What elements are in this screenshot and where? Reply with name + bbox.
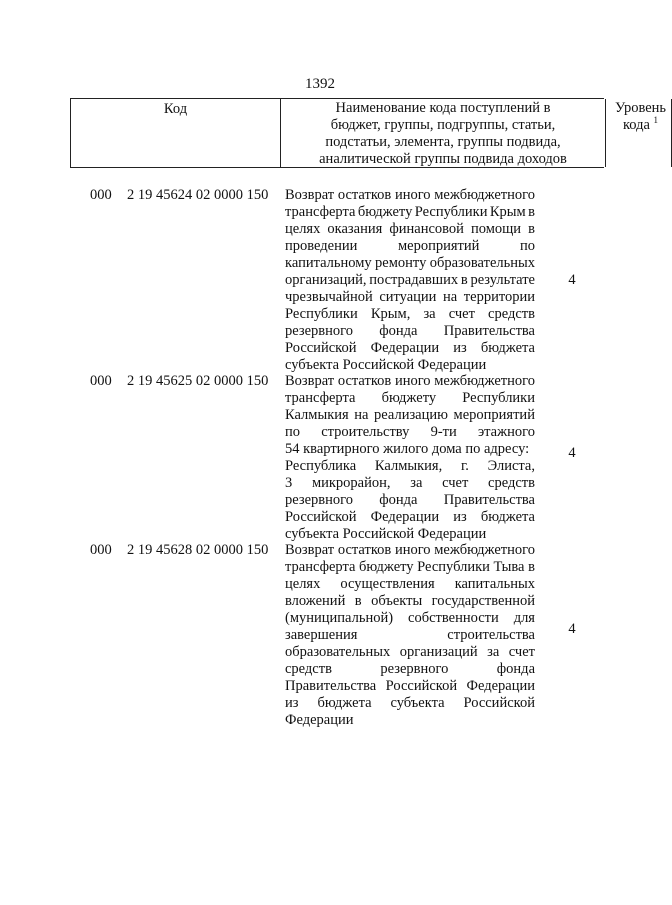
row-name-line: субъекта Российской Федерации bbox=[285, 357, 487, 373]
header-code-label: Код bbox=[163, 101, 188, 117]
row-name-line: резервного фонда Правительства bbox=[285, 323, 535, 339]
row-code: 2 19 45628 02 0000 150 bbox=[127, 542, 269, 558]
row-level: 4 bbox=[568, 621, 576, 637]
row-name-line: проведении мероприятий по bbox=[285, 238, 535, 254]
row-level: 4 bbox=[568, 272, 576, 288]
row-name bbox=[285, 373, 535, 543]
header-level-word: кода bbox=[622, 117, 650, 133]
row-name-line: трансферта бюджету Республики bbox=[285, 390, 535, 406]
row-name bbox=[285, 187, 535, 374]
header-level-line2 bbox=[610, 117, 671, 134]
row-prefix: 000 bbox=[90, 187, 112, 203]
row-code: 2 19 45625 02 0000 150 bbox=[127, 373, 269, 389]
row-name-line: целях осуществления капитальных bbox=[285, 576, 535, 592]
row-prefix: 000 bbox=[90, 542, 112, 558]
row-name-line: субъекта Российской Федерации bbox=[285, 526, 487, 542]
row-name-line: средств резервного фонда bbox=[285, 661, 535, 677]
row-code: 2 19 45624 02 0000 150 bbox=[127, 187, 269, 203]
header-name-line: подстатьи, элемента, группы подвида, bbox=[325, 134, 561, 150]
row-name-line: Возврат остатков иного межбюджетного bbox=[285, 373, 535, 389]
row-name bbox=[285, 542, 535, 729]
table-header bbox=[70, 98, 667, 168]
row-name-line: трансферта бюджету Республики Крым в bbox=[285, 204, 535, 220]
header-name-cell bbox=[280, 99, 606, 167]
row-name-line: Республики Крым, за счет средств bbox=[285, 306, 535, 322]
row-name-line: из бюджета субъекта Российской bbox=[285, 695, 535, 711]
row-name-line: трансферта бюджету Республики Тыва в bbox=[285, 559, 535, 575]
row-name-line: образовательных организаций за счет bbox=[285, 644, 535, 660]
row-name-line: капитальному ремонту образовательных bbox=[285, 255, 535, 271]
header-name-line: бюджет, группы, подгруппы, статьи, bbox=[330, 117, 556, 133]
header-level-line: Уровень bbox=[614, 100, 667, 116]
row-name-line: Правительства Российской Федерации bbox=[285, 678, 535, 694]
row-name-line: по строительству 9-ти этажного bbox=[285, 424, 535, 440]
row-name-line: Республика Калмыкия, г. Элиста, bbox=[285, 458, 535, 474]
header-name-line: аналитической группы подвида доходов bbox=[319, 151, 567, 167]
row-name-line: целях оказания финансовой помощи в bbox=[285, 221, 535, 237]
row-name-line: Возврат остатков иного межбюджетного bbox=[285, 187, 535, 203]
row-name-line: организаций, пострадавших в результате bbox=[285, 272, 535, 288]
header-name-line: Наименование кода поступлений в bbox=[335, 100, 551, 116]
row-name-line: завершения строительства bbox=[285, 627, 535, 643]
row-name-line: Федерации bbox=[285, 712, 354, 728]
row-name-line: Российской Федерации из бюджета bbox=[285, 340, 535, 356]
row-name-line: 54 квартирного жилого дома по адресу: bbox=[285, 441, 530, 457]
row-name-line: резервного фонда Правительства bbox=[285, 492, 535, 508]
header-code-cell bbox=[70, 99, 280, 167]
row-name-line: Возврат остатков иного межбюджетного bbox=[285, 542, 535, 558]
row-name-line: 3 микрорайон, за счет средств bbox=[285, 475, 535, 491]
row-prefix: 000 bbox=[90, 373, 112, 389]
footnote-marker: 1 bbox=[653, 115, 659, 126]
row-name-line: чрезвычайной ситуации на территории bbox=[285, 289, 535, 305]
row-level: 4 bbox=[568, 445, 576, 461]
row-name-line: Калмыкия на реализацию мероприятий bbox=[285, 407, 535, 423]
row-name-line: (муниципальной) собственности для bbox=[285, 610, 535, 626]
page-number: 1392 bbox=[305, 76, 335, 92]
header-level-cell bbox=[606, 99, 672, 167]
row-name-line: вложений в объекты государственной bbox=[285, 593, 535, 609]
row-name-line: Российской Федерации из бюджета bbox=[285, 509, 535, 525]
